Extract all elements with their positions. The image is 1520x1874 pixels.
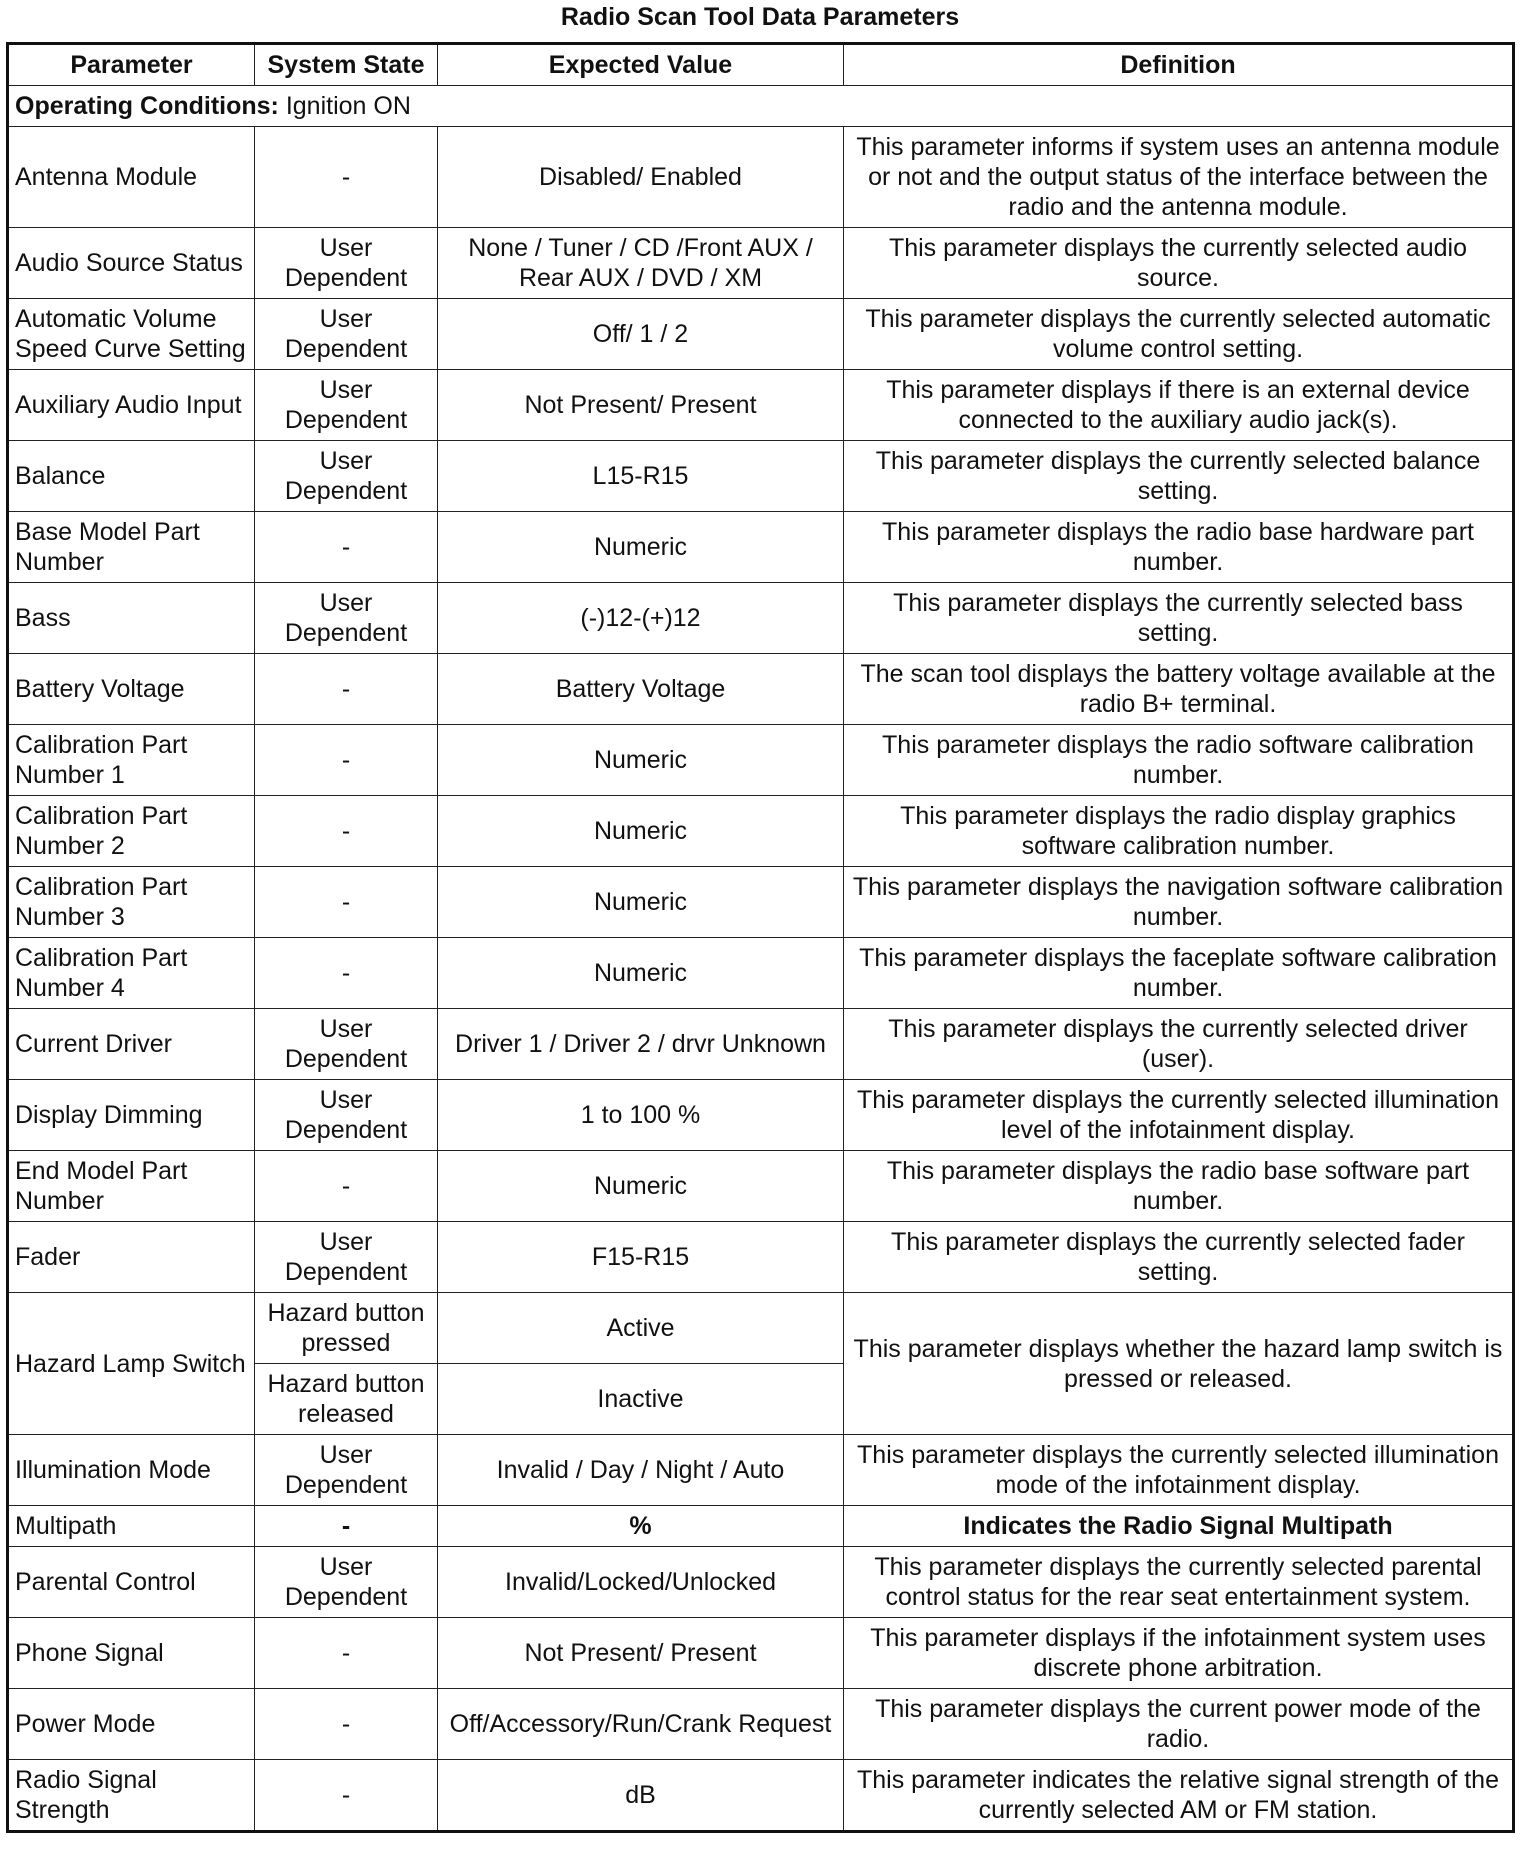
expected-value-cell: Invalid/Locked/Unlocked <box>438 1547 844 1618</box>
table-row <box>8 654 1514 725</box>
parameter-cell: Calibration Part Number 3 <box>8 867 255 938</box>
parameters-table <box>6 42 1515 1833</box>
definition-cell: This parameter displays the radio base hardware part number. <box>844 512 1514 583</box>
system-state-cell: - <box>255 1506 438 1547</box>
system-state-cell: - <box>255 1151 438 1222</box>
col-header-expected-value: Expected Value <box>438 44 844 86</box>
system-state-cell: - <box>255 654 438 725</box>
system-state-cell: User Dependent <box>255 441 438 512</box>
definition-cell: This parameter displays if there is an external device connected to the auxiliary audio jack(s). <box>844 370 1514 441</box>
system-state-cell: - <box>255 867 438 938</box>
parameter-cell: Calibration Part Number 1 <box>8 725 255 796</box>
parameter-cell: Phone Signal <box>8 1618 255 1689</box>
definition-cell: This parameter displays the navigation software calibration number. <box>844 867 1514 938</box>
definition-cell: This parameter displays whether the hazard lamp switch is pressed or released. <box>844 1293 1514 1435</box>
definition-cell: This parameter displays the current power mode of the radio. <box>844 1689 1514 1760</box>
expected-value-cell: Numeric <box>438 1151 844 1222</box>
definition-cell: This parameter displays if the infotainment system uses discrete phone arbitration. <box>844 1618 1514 1689</box>
definition-cell: This parameter displays the currently selected parental control status for the rear seat entertainment system. <box>844 1547 1514 1618</box>
operating-conditions-row <box>8 86 1514 127</box>
system-state-cell: User Dependent <box>255 299 438 370</box>
expected-value-cell: 1 to 100 % <box>438 1080 844 1151</box>
system-state-cell: User Dependent <box>255 1080 438 1151</box>
system-state-cell: - <box>255 938 438 1009</box>
definition-cell: This parameter displays the currently selected driver (user). <box>844 1009 1514 1080</box>
expected-value-cell: Driver 1 / Driver 2 / drvr Unknown <box>438 1009 844 1080</box>
table-row <box>8 796 1514 867</box>
expected-value-cell: Disabled/ Enabled <box>438 127 844 228</box>
system-state-cell: User Dependent <box>255 1009 438 1080</box>
definition-cell: This parameter displays the radio base software part number. <box>844 1151 1514 1222</box>
table-row <box>8 299 1514 370</box>
parameter-cell: Multipath <box>8 1506 255 1547</box>
definition-cell: This parameter displays the currently selected bass setting. <box>844 583 1514 654</box>
system-state-cell: - <box>255 1760 438 1832</box>
parameter-cell: Calibration Part Number 2 <box>8 796 255 867</box>
system-state-cell: - <box>255 796 438 867</box>
expected-value-cell: Battery Voltage <box>438 654 844 725</box>
operating-conditions <box>8 86 1514 127</box>
parameter-cell: Automatic Volume Speed Curve Setting <box>8 299 255 370</box>
parameter-cell: Fader <box>8 1222 255 1293</box>
table-row <box>8 938 1514 1009</box>
system-state-cell: User Dependent <box>255 1435 438 1506</box>
table-row <box>8 1009 1514 1080</box>
parameter-cell: Current Driver <box>8 1009 255 1080</box>
expected-value-cell: Numeric <box>438 796 844 867</box>
parameter-cell: Radio Signal Strength <box>8 1760 255 1832</box>
definition-cell: This parameter displays the currently selected balance setting. <box>844 441 1514 512</box>
parameter-cell: Balance <box>8 441 255 512</box>
definition-cell: The scan tool displays the battery voltage available at the radio B+ terminal. <box>844 654 1514 725</box>
system-state-cell: User Dependent <box>255 583 438 654</box>
table-row-hazard-pressed <box>8 1293 1514 1364</box>
expected-value-cell: Not Present/ Present <box>438 1618 844 1689</box>
system-state-cell: - <box>255 1689 438 1760</box>
system-state-cell: User Dependent <box>255 370 438 441</box>
expected-value-cell: L15-R15 <box>438 441 844 512</box>
expected-value-cell: Not Present/ Present <box>438 370 844 441</box>
system-state-cell: Hazard button pressed <box>255 1293 438 1364</box>
parameter-cell: Power Mode <box>8 1689 255 1760</box>
definition-cell: This parameter informs if system uses an antenna module or not and the output status of the interface between the radio and the antenna module. <box>844 127 1514 228</box>
table-row <box>8 1547 1514 1618</box>
system-state-cell: User Dependent <box>255 1222 438 1293</box>
definition-cell: This parameter displays the currently selected automatic volume control setting. <box>844 299 1514 370</box>
parameter-cell: Battery Voltage <box>8 654 255 725</box>
parameter-cell: Auxiliary Audio Input <box>8 370 255 441</box>
definition-cell: Indicates the Radio Signal Multipath <box>844 1506 1514 1547</box>
table-row <box>8 867 1514 938</box>
expected-value-cell: Invalid / Day / Night / Auto <box>438 1435 844 1506</box>
table-row <box>8 1151 1514 1222</box>
definition-cell: This parameter displays the currently selected audio source. <box>844 228 1514 299</box>
definition-cell: This parameter displays the radio software calibration number. <box>844 725 1514 796</box>
definition-cell: This parameter displays the currently selected illumination level of the infotainment display. <box>844 1080 1514 1151</box>
system-state-cell: User Dependent <box>255 1547 438 1618</box>
parameter-cell: Audio Source Status <box>8 228 255 299</box>
definition-cell: This parameter indicates the relative signal strength of the currently selected AM or FM station. <box>844 1760 1514 1832</box>
system-state-cell: - <box>255 1618 438 1689</box>
system-state-cell: - <box>255 512 438 583</box>
parameter-cell: Parental Control <box>8 1547 255 1618</box>
expected-value-cell: F15-R15 <box>438 1222 844 1293</box>
expected-value-cell: Numeric <box>438 512 844 583</box>
parameter-cell: Calibration Part Number 4 <box>8 938 255 1009</box>
expected-value-cell: Active <box>438 1293 844 1364</box>
table-row <box>8 441 1514 512</box>
table-row <box>8 512 1514 583</box>
parameter-cell: Display Dimming <box>8 1080 255 1151</box>
header-row <box>8 44 1514 86</box>
table-row <box>8 228 1514 299</box>
expected-value-cell: None / Tuner / CD /Front AUX / Rear AUX / DVD / XM <box>438 228 844 299</box>
table-row <box>8 1222 1514 1293</box>
parameter-cell: Hazard Lamp Switch <box>8 1293 255 1435</box>
system-state-cell: Hazard button released <box>255 1364 438 1435</box>
system-state-cell: User Dependent <box>255 228 438 299</box>
col-header-parameter: Parameter <box>8 44 255 86</box>
system-state-cell: - <box>255 127 438 228</box>
col-header-system-state: System State <box>255 44 438 86</box>
definition-cell: This parameter displays the currently selected fader setting. <box>844 1222 1514 1293</box>
expected-value-cell: Inactive <box>438 1364 844 1435</box>
parameter-cell: Bass <box>8 583 255 654</box>
expected-value-cell: Numeric <box>438 867 844 938</box>
expected-value-cell: dB <box>438 1760 844 1832</box>
table-row <box>8 1435 1514 1506</box>
parameter-cell: Illumination Mode <box>8 1435 255 1506</box>
expected-value-cell: Numeric <box>438 938 844 1009</box>
expected-value-cell: Numeric <box>438 725 844 796</box>
table-row <box>8 1689 1514 1760</box>
table-row <box>8 370 1514 441</box>
table-row <box>8 725 1514 796</box>
page-title: Radio Scan Tool Data Parameters <box>560 3 960 31</box>
expected-value-cell: Off/Accessory/Run/Crank Request <box>438 1689 844 1760</box>
expected-value-cell: (-)12-(+)12 <box>438 583 844 654</box>
parameter-cell: Base Model Part Number <box>8 512 255 583</box>
table-row <box>8 1506 1514 1547</box>
table-row <box>8 1080 1514 1151</box>
table-row <box>8 583 1514 654</box>
col-header-definition: Definition <box>844 44 1514 86</box>
operating-conditions-value: Ignition ON <box>285 92 411 120</box>
definition-cell: This parameter displays the faceplate software calibration number. <box>844 938 1514 1009</box>
expected-value-cell: % <box>438 1506 844 1547</box>
definition-cell: This parameter displays the radio display graphics software calibration number. <box>844 796 1514 867</box>
table-row <box>8 127 1514 228</box>
table-row <box>8 1618 1514 1689</box>
table-row <box>8 1760 1514 1832</box>
expected-value-cell: Off/ 1 / 2 <box>438 299 844 370</box>
operating-conditions-label: Operating Conditions: <box>15 92 279 120</box>
definition-cell: This parameter displays the currently selected illumination mode of the infotainment display. <box>844 1435 1514 1506</box>
parameter-cell: Antenna Module <box>8 127 255 228</box>
parameter-cell: End Model Part Number <box>8 1151 255 1222</box>
system-state-cell: - <box>255 725 438 796</box>
